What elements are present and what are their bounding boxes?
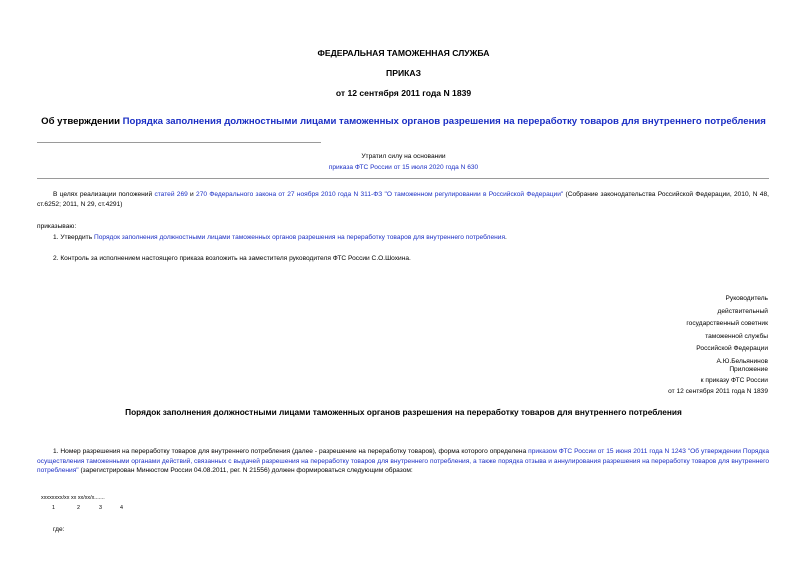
point-1-text: 1. Утвердить	[53, 234, 94, 241]
clause-1-link[interactable]: приказом ФТС России от 15 июня 2011 года N 1243 "Об утверждении Порядка осуществления таможенными органами действий, связанных с выдачей разрешения на переработку товаров для внутреннего потребления, а также порядка отзыва и аннулирования разрешения на переработку товаров для внутреннего потребления"	[37, 448, 769, 475]
order-word: приказываю:	[37, 223, 77, 230]
preamble-text: В целях реализации положений	[53, 191, 155, 198]
signature-line: таможенной службы	[705, 332, 768, 340]
signature-block	[518, 293, 768, 369]
preamble-link-law[interactable]: Федерального закона от 27 ноября 2010 года N 311-ФЗ "О таможенном регулировании в Российской Федерации"	[209, 191, 564, 198]
clause-1-text: (зарегистрирован Минюстом России 04.08.2011, рег. N 21556) должен формироваться следующим образом:	[78, 467, 413, 475]
repeal-link-wrap	[0, 163, 807, 173]
position-number: 4	[120, 505, 123, 511]
appendix-line: к приказу ФТС России	[700, 377, 768, 384]
divider-top	[37, 142, 321, 143]
title-prefix: Об утверждении	[41, 116, 123, 127]
procedure-title: Порядок заполнения должностными лицами таможенных органов разрешения на переработку товаров для внутреннего потребления	[125, 407, 682, 417]
repeal-note: Утратил силу на основании	[361, 153, 446, 160]
number-format-positions	[52, 505, 142, 513]
appendix-block	[518, 364, 768, 397]
preamble-text: (Собрание законодательства Российской Федерации, 2010, N 48, ст.6252; 2011, N 29, ст.4291)	[37, 191, 769, 208]
document-date: от 12 сентября 2011 года N 1839	[335, 88, 472, 98]
position-number: 1	[52, 505, 55, 511]
signature-line: действительный	[717, 307, 768, 315]
signature-line: Российской Федерации	[696, 345, 768, 353]
number-format-pattern: xxxxxxxx/xx xx xx/xx/x.......	[41, 495, 105, 501]
title-link[interactable]: Порядка заполнения должностными лицами таможенных органов разрешения на переработку товаров для внутреннего потребления	[122, 116, 766, 127]
clause-1	[37, 447, 769, 476]
position-number: 2	[77, 505, 80, 511]
repeal-link[interactable]: приказа ФТС России от 15 июля 2020 года N 630	[328, 164, 479, 171]
signature-line: Руководитель	[725, 295, 768, 302]
preamble-link-269[interactable]: статей 269	[154, 191, 188, 198]
signature-line: А.Ю.Бельянинов	[716, 357, 768, 365]
agency-name: ФЕДЕРАЛЬНАЯ ТАМОЖЕННАЯ СЛУЖБА	[317, 48, 490, 58]
document-title	[0, 116, 807, 127]
position-number: 3	[99, 505, 102, 511]
point-2: 2. Контроль за исполнением настоящего приказа возложить на заместителя руководителя ФТС России С.О.Шохина.	[53, 255, 411, 262]
appendix-line: от 12 сентября 2011 года N 1839	[668, 388, 768, 395]
point-1-end: .	[505, 234, 507, 241]
divider-bottom	[37, 178, 769, 179]
preamble-link-270[interactable]: 270	[196, 191, 208, 198]
signature-line: государственный советник	[686, 320, 768, 328]
point-1-link[interactable]: Порядок заполнения должностными лицами таможенных органов разрешения на переработку товаров для внутреннего потребления	[93, 234, 506, 241]
appendix-line: Приложение	[729, 366, 768, 373]
where-label: где:	[53, 526, 65, 533]
point-1	[53, 233, 769, 243]
clause-1-text: 1. Номер разрешения на переработку товаров для внутреннего потребления (далее - разрешение на переработку товаров), форма которого определена	[53, 448, 529, 455]
preamble-paragraph	[37, 190, 769, 209]
document-type: ПРИКАЗ	[386, 68, 421, 78]
preamble-text: и	[187, 191, 197, 198]
